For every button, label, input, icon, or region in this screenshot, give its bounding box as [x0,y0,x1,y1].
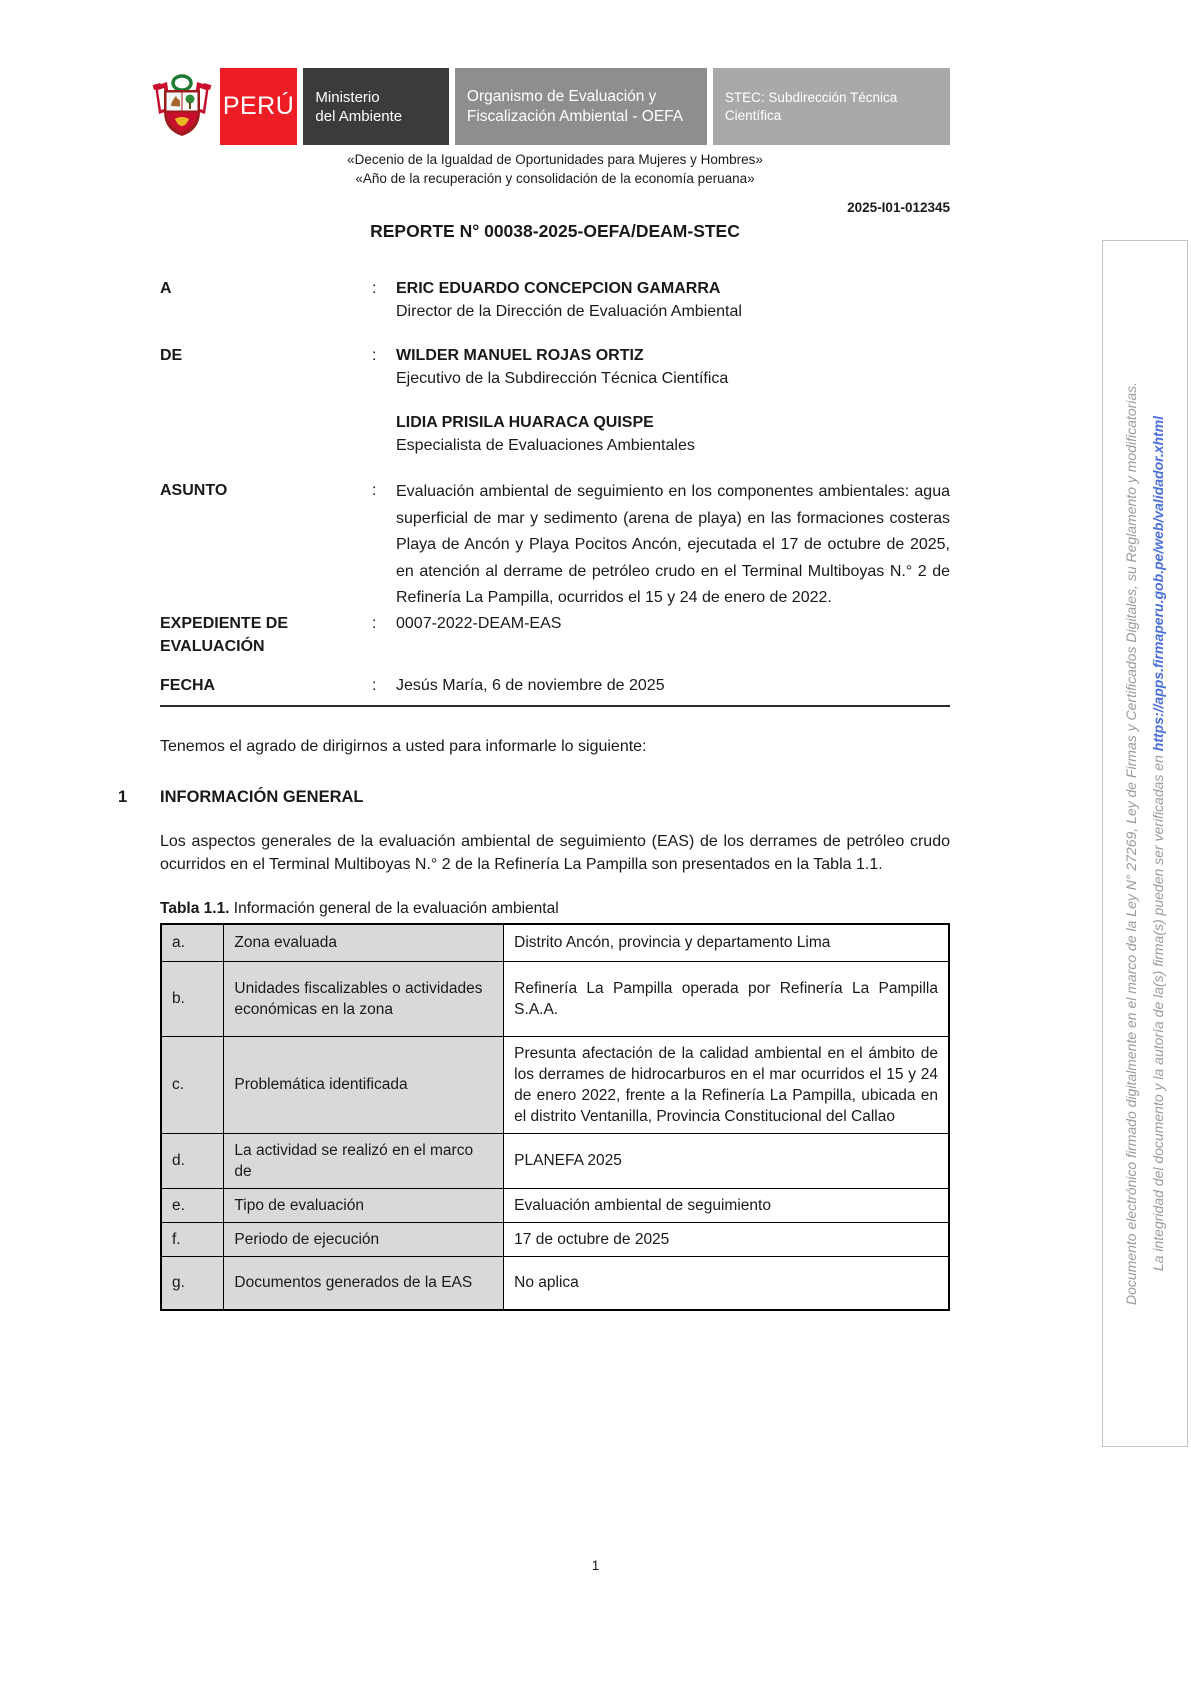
row-label: La actividad se realizó en el marco de [224,1133,504,1188]
signature-verify-line [1145,241,1172,1446]
row-value: Refinería La Pampilla operada por Refinería La Pampilla S.A.A. [504,961,949,1036]
row-label: Documentos generados de la EAS [224,1256,504,1310]
subject-text: Evaluación ambiental de seguimiento en los componentes ambientales: agua superficial de mar y sedimento (arena de playa) en las formaciones costeras Playa de Ancón y Playa Pocitos Ancón, ejecutada el 17 de octubre de 2025, en atención al derrame de petróleo crudo en el Terminal Multiboyas N.° 2 de Refinería La Pampilla, ocurridos el 15 y 24 de enero de 2022. [396,483,950,606]
page-number: 1 [591,1558,600,1573]
agency-line2: Fiscalización Ambiental - OEFA [466,107,684,125]
table-row [161,924,949,962]
file-label [160,612,372,658]
empty-colon [372,411,396,457]
memo-fields [160,277,950,707]
sender-label: DE [160,347,183,364]
field-recipient [160,277,950,323]
table-row [161,961,949,1036]
section1-heading [118,786,950,808]
table-row [161,1188,949,1222]
agency-box [455,68,707,145]
digital-signature-notice [1102,240,1188,1447]
field-date [160,674,950,697]
info-table [160,923,950,1311]
sender1-name: WILDER MANUEL ROJAS ORTIZ [396,347,644,364]
row-label: Problemática identificada [224,1036,504,1133]
motto-line1: «Decenio de la Igualdad de Oportunidades para Mujeres y Hombres» [347,152,763,167]
validator-link[interactable]: https://apps.firmaperu.gob.pe/web/validador.xhtml [1150,415,1166,752]
section1-title: INFORMACIÓN GENERAL [160,787,364,806]
date-label: FECHA [160,676,216,694]
row-letter: c. [161,1036,224,1133]
field-sender2 [160,411,950,457]
unit-line2: Científica [724,107,782,123]
table-caption-text: Información general de la evaluación ambiental [229,899,559,917]
peru-brand-label: PERÚ [222,92,295,120]
sender2-value [396,411,950,457]
ministry-box [303,68,448,145]
empty-label [160,411,372,457]
row-label: Tipo de evaluación [224,1188,504,1222]
recipient-role: Director de la Dirección de Evaluación Ambiental [396,303,742,320]
ministry-line1: Ministerio [315,88,380,106]
table-row [161,1222,949,1256]
sender1-role: Ejecutivo de la Subdirección Técnica Científica [396,370,729,387]
subject-label: ASUNTO [160,482,228,499]
colon: : [372,614,377,632]
agency-line1: Organismo de Evaluación y [466,87,657,105]
reference-code: 2025-I01-012345 [847,200,950,215]
recipient-value [396,277,950,323]
sender2-role: Especialista de Evaluaciones Ambientales [396,437,695,454]
sender1-value [396,344,950,390]
row-label: Zona evaluada [224,924,504,962]
section1-paragraph: Los aspectos generales de la evaluación ambiental de seguimiento (EAS) de los derrames de petróleo crudo ocurridos en el Terminal Multiboyas N.° 2 de la Refinería La Pampilla son presentados en la Tabla 1.1. [160,832,950,873]
peru-coat-of-arms-icon [150,68,214,145]
field-file [160,612,950,658]
row-letter: g. [161,1256,224,1310]
unit-box [713,68,950,145]
colon: : [372,482,377,499]
greeting-text: Tenemos el agrado de dirigirnos a usted para informarle lo siguiente: [160,737,647,755]
table-row [161,1036,949,1133]
row-label: Unidades fiscalizables o actividades económicas en la zona [224,961,504,1036]
row-value: Distrito Ancón, provincia y departamento Lima [504,924,949,962]
row-letter: b. [161,961,224,1036]
recipient-name: ERIC EDUARDO CONCEPCION GAMARRA [396,280,721,297]
ministry-line2: del Ambiente [315,107,403,125]
table-caption [160,899,950,919]
document-content [118,68,950,1311]
row-label: Periodo de ejecución [224,1222,504,1256]
row-value: Presunta afectación de la calidad ambiental en el ámbito de los derrames de hidrocarburos en el mar ocurridos el 15 y 24 de enero 2022, frente a la Refinería La Pampilla, ubicada en el distrito Ventanilla, Provincia Constitucional del Callao [504,1036,949,1133]
table-row [161,1256,949,1310]
file-label-line1: EXPEDIENTE DE [160,614,289,632]
row-letter: e. [161,1188,224,1222]
sender2-name: LIDIA PRISILA HUARACA QUISPE [396,414,654,431]
file-value: 0007-2022-DEAM-EAS [396,614,562,632]
header-divider [160,705,950,707]
report-title: REPORTE N° 00038-2025-OEFA/DEAM-STEC [370,221,740,241]
table-row [161,1133,949,1188]
motto-line2: «Año de la recuperación y consolidación de la economía peruana» [355,171,755,186]
digital-signature-text [1103,241,1187,1446]
field-sender1 [160,344,950,390]
official-mottos [160,150,950,188]
row-value: Evaluación ambiental de seguimiento [504,1188,949,1222]
date-value: Jesús María, 6 de noviembre de 2025 [396,676,665,694]
institutional-header [150,68,950,145]
row-value: 17 de octubre de 2025 [504,1222,949,1256]
row-letter: d. [161,1133,224,1188]
unit-line1: STEC: Subdirección Técnica [724,89,898,105]
colon: : [372,280,377,297]
signature-verify-prefix: La integridad del documento y la autoría de la(s) firma(s) pueden ser verificadas en [1150,751,1166,1272]
table-caption-number: Tabla 1.1. [160,899,230,917]
peru-brand-box [220,68,298,145]
colon: : [372,347,377,364]
section1-number: 1 [118,787,128,806]
recipient-label: A [160,280,172,297]
colon: : [372,676,377,694]
row-letter: f. [161,1222,224,1256]
row-value: PLANEFA 2025 [504,1133,949,1188]
row-value: No aplica [504,1256,949,1310]
field-subject [160,479,950,612]
file-label-line2: EVALUACIÓN [160,637,265,655]
signature-law-line: Documento electrónico firmado digitalmente en el marco de la Ley N° 27269, Ley de Firmas y Certificados Digitales, su Reglamento y modificatorias. [1123,381,1139,1306]
row-letter: a. [161,924,224,962]
